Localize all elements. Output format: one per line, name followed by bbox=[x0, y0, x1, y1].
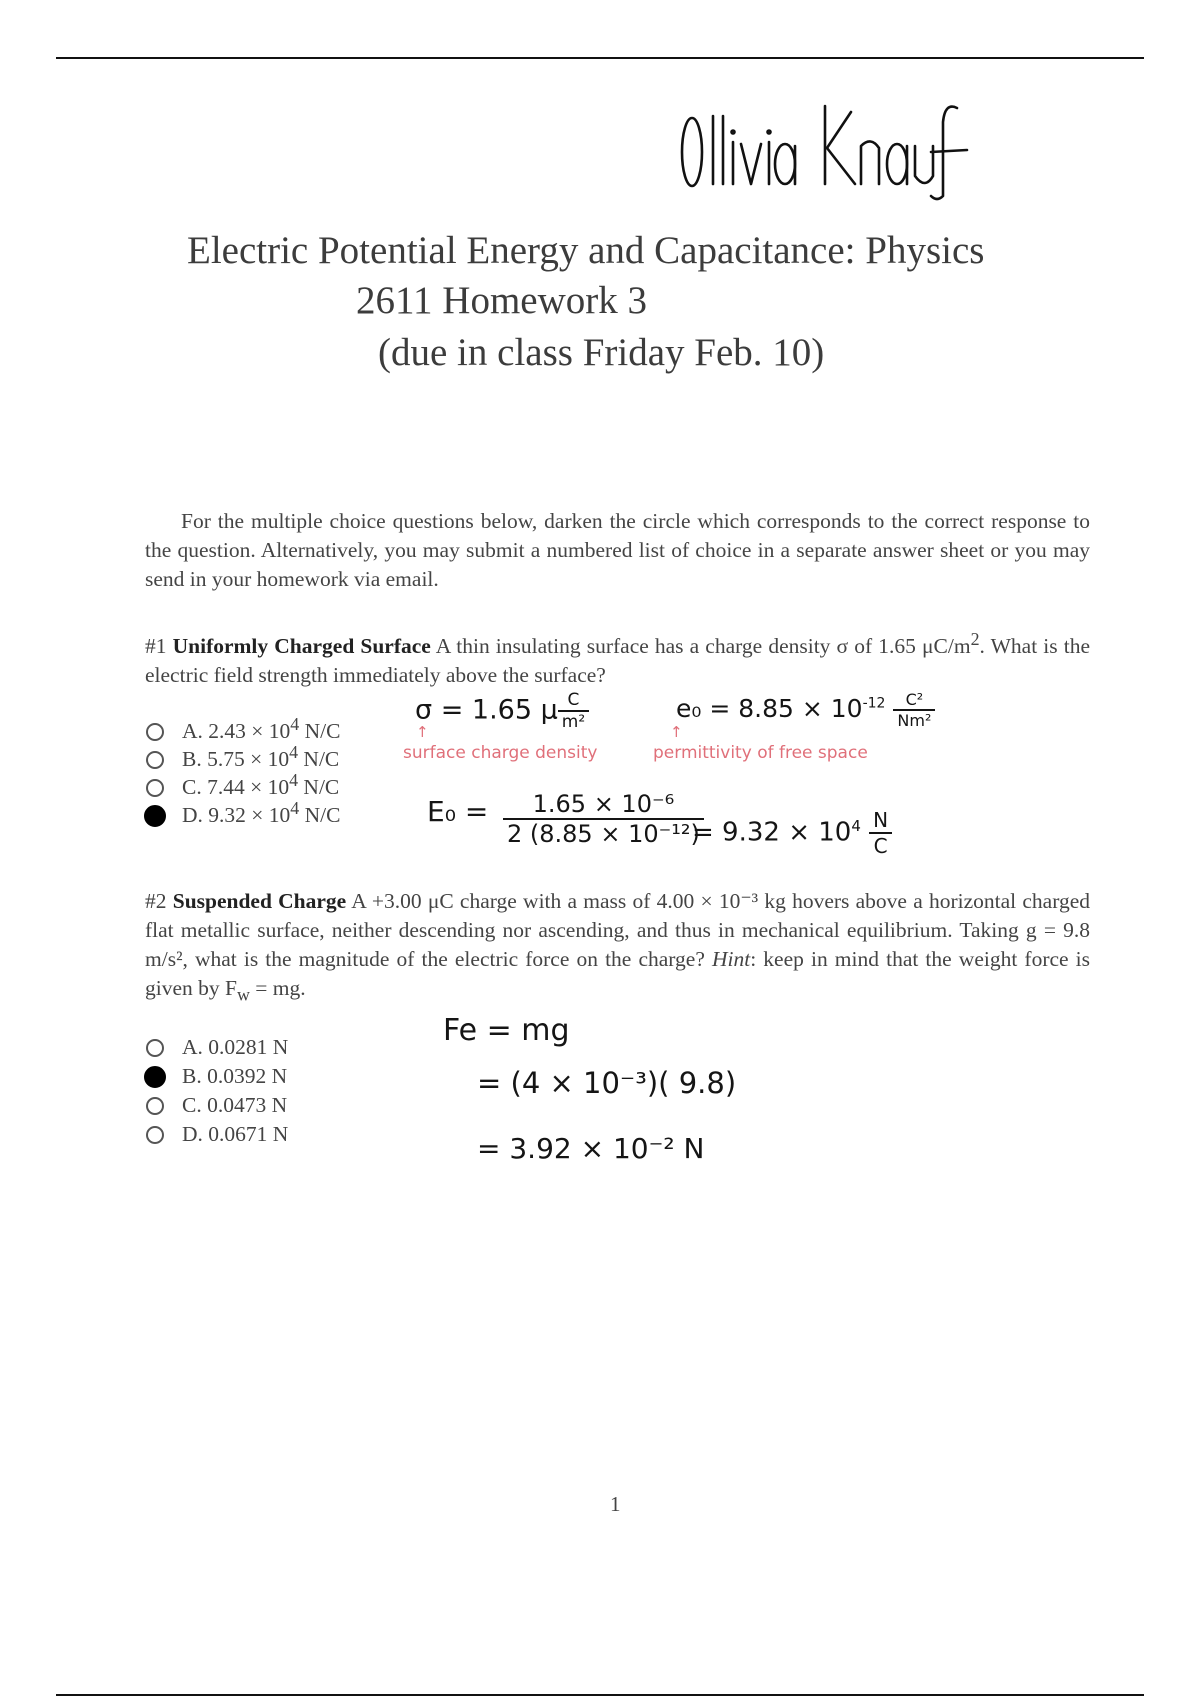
question-1-heading: Uniformly Charged Surface bbox=[172, 634, 431, 659]
work-efield-label: E₀ = bbox=[427, 795, 489, 828]
q2-choice-a[interactable] bbox=[146, 1035, 288, 1060]
radio-circle-icon[interactable] bbox=[146, 723, 164, 741]
work-e0-unit-den: Nm² bbox=[897, 711, 932, 730]
page-title-line1: Electric Potential Energy and Capacitance: Physics bbox=[187, 229, 985, 272]
arrow-up-icon: ↑ bbox=[670, 723, 683, 741]
q2-choice-b[interactable] bbox=[146, 1064, 287, 1089]
top-rule bbox=[56, 57, 1144, 59]
work-e0-value: e₀ = 8.85 × 10 bbox=[676, 694, 863, 723]
q1-choice-d[interactable] bbox=[146, 798, 340, 828]
handwritten-signature bbox=[675, 92, 975, 202]
work-efield-result bbox=[692, 808, 892, 858]
q1-choice-b[interactable] bbox=[146, 742, 339, 772]
work-sigma-unit-num: C bbox=[558, 690, 589, 712]
hint-end: = mg. bbox=[249, 976, 306, 1000]
question-1-text bbox=[145, 625, 1090, 690]
bottom-rule bbox=[56, 1694, 1144, 1696]
work-force-line1: Fe = mg bbox=[443, 1013, 570, 1048]
work-e0-exponent: -12 bbox=[862, 695, 886, 712]
radio-circle-icon[interactable] bbox=[146, 1097, 164, 1115]
work-efield-unit-num: N bbox=[869, 808, 892, 834]
question-1-body-end: . What is the electric field strength immediately above the surface? bbox=[145, 634, 1090, 688]
work-sigma-unit-den: m² bbox=[561, 712, 586, 732]
choice-exponent: 4 bbox=[289, 742, 299, 762]
radio-circle-icon[interactable] bbox=[146, 779, 164, 797]
hint-text: : keep in mind that the weight force is given by F bbox=[145, 947, 1090, 1000]
hint-label: Hint bbox=[712, 947, 751, 971]
q1-choice-a[interactable] bbox=[146, 714, 340, 744]
work-permittivity bbox=[676, 690, 935, 730]
work-sigma-note: surface charge density bbox=[403, 743, 598, 763]
work-sigma-value: σ = 1.65 μ bbox=[415, 694, 558, 726]
choice-label: D. 0.0671 N bbox=[182, 1122, 289, 1146]
choice-label: B. 5.75 × 10 bbox=[182, 747, 290, 772]
work-efield-denominator: 2 (8.85 × 10⁻¹²) bbox=[507, 820, 700, 848]
hint-subscript: w bbox=[236, 984, 250, 1005]
work-efield-numerator: 1.65 × 10⁻⁶ bbox=[503, 790, 704, 820]
choice-label: C. 7.44 × 10 bbox=[182, 775, 290, 800]
choice-unit: N/C bbox=[298, 775, 340, 800]
work-force-line3: = 3.92 × 10⁻² N bbox=[477, 1132, 705, 1165]
due-date: (due in class Friday Feb. 10) bbox=[378, 331, 825, 374]
choice-exponent: 4 bbox=[290, 798, 300, 818]
choice-exponent: 4 bbox=[290, 714, 300, 734]
question-1-body: A thin insulating surface has a charge density σ of 1.65 μC/m bbox=[435, 634, 971, 659]
q2-choice-d[interactable] bbox=[146, 1122, 288, 1147]
q1-choice-c[interactable] bbox=[146, 770, 339, 800]
filled-circle-icon[interactable] bbox=[144, 1066, 166, 1088]
radio-circle-icon[interactable] bbox=[146, 751, 164, 769]
work-efield-exponent: 4 bbox=[851, 816, 861, 835]
choice-unit: N/C bbox=[299, 803, 341, 828]
choice-label: A. 0.0281 N bbox=[182, 1035, 289, 1059]
work-efield-fraction bbox=[503, 790, 704, 848]
question-1-number: #1 bbox=[145, 634, 167, 659]
choice-label: C. 0.0473 N bbox=[182, 1093, 288, 1117]
radio-circle-icon[interactable] bbox=[146, 1126, 164, 1144]
work-force-line2: = (4 × 10⁻³)( 9.8) bbox=[477, 1066, 737, 1100]
question-2-body: A +3.00 μC charge with a mass of 4.00 × 10⁻³ kg hovers above a horizontal charged flat metallic surface, neither descending nor ascending, and thus in mechanical equilibrium. Taking g = 9.8 m/s², what is the magnitude of the electric force on the charge? bbox=[145, 889, 1091, 971]
work-e0-unit-num: C² bbox=[893, 690, 935, 711]
question-2-heading: Suspended Charge bbox=[172, 889, 347, 913]
page-title-line2: 2611 Homework 3 bbox=[356, 279, 648, 322]
question-2-text bbox=[145, 887, 1090, 1009]
choice-unit: N/C bbox=[298, 747, 340, 772]
work-e0-note: permittivity of free space bbox=[653, 743, 868, 763]
choice-label: B. 0.0392 N bbox=[182, 1064, 288, 1088]
arrow-up-icon: ↑ bbox=[416, 723, 429, 741]
work-efield-value: = 9.32 × 10 bbox=[692, 817, 852, 848]
choice-label: A. 2.43 × 10 bbox=[182, 719, 291, 744]
filled-circle-icon[interactable] bbox=[144, 805, 166, 827]
choice-label: D. 9.32 × 10 bbox=[182, 803, 291, 828]
question-1-superscript: 2 bbox=[970, 629, 980, 649]
work-sigma bbox=[415, 690, 589, 732]
choice-unit: N/C bbox=[299, 719, 341, 744]
question-2-number: #2 bbox=[145, 889, 167, 913]
work-efield-unit-den: C bbox=[873, 834, 888, 858]
q2-choice-c[interactable] bbox=[146, 1093, 287, 1118]
instructions-paragraph: For the multiple choice questions below, darken the circle which corresponds to the correct response to the question. Alternatively, you may submit a numbered list of choice in a separate answer sheet or you may send in your homework via email. bbox=[145, 509, 1090, 591]
choice-exponent: 4 bbox=[289, 770, 299, 790]
page-number: 1 bbox=[610, 1492, 621, 1516]
radio-circle-icon[interactable] bbox=[146, 1039, 164, 1057]
